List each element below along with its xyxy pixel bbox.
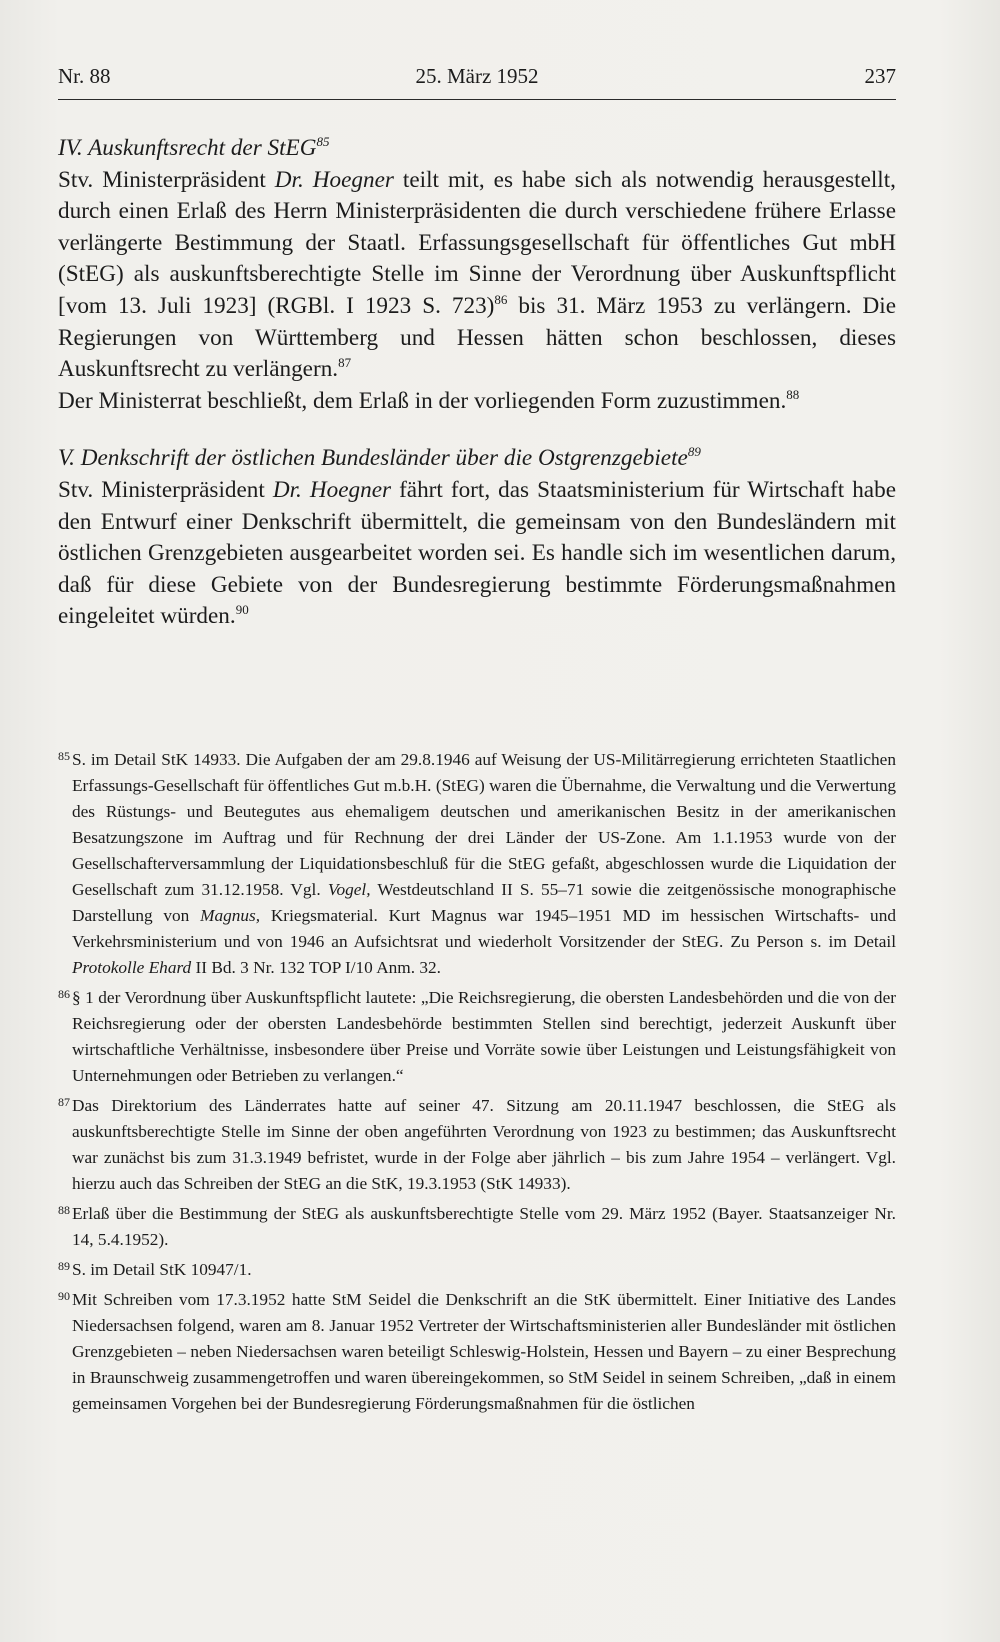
section-heading-v — [58, 443, 896, 475]
text-run: Westdeutschland II S. 55–71 sowie die zeitgenössische monographische Darstellung von — [72, 880, 897, 925]
footnote-text: S. im Detail StK 10947/1. — [72, 1260, 252, 1279]
footnote-ref: 90 — [235, 602, 249, 618]
section-heading-iv — [58, 133, 896, 165]
footnote-87 — [58, 1093, 896, 1197]
person-name: Dr. Hoegner — [272, 476, 392, 503]
footnote-text — [72, 747, 896, 981]
main-text — [58, 133, 896, 633]
text-run: Stv. Ministerpräsident — [58, 166, 275, 193]
person-name: Dr. Hoegner — [274, 166, 394, 193]
footnote-ref: 88 — [786, 386, 800, 402]
footnote-85 — [58, 747, 896, 981]
footnote-ref: 85 — [316, 134, 330, 149]
text-run: S. im Detail StK 14933. Die Aufgaben der am 29.8.1946 auf Weisung der US-Militärregierung errichteten Staatlichen Erfassungs-Gesellschaft für öffentliches Gut m.b.H. (StEG) waren die Übernahme, die Verwaltung und die Verwertung des Rüstungs- und Beutegutes aus ehemaligem deutschen und amerikanischen Besitz in der amerikanischen Besatzungszone im Auftrag und für Rechnung der drei Länder der US-Zone. Am 1.1.1953 wurde von der Gesellschafterversammlung der Liquidationsbeschluß für die StEG gefaßt, abgeschlossen wurde die Liquidation der Gesellschaft zum 31.12.1958. Vgl. — [72, 750, 896, 899]
running-header — [58, 64, 896, 94]
paragraph — [58, 475, 896, 633]
footnote-ref: 86 — [494, 291, 508, 307]
text-run: Kriegsmaterial. Kurt Magnus war 1945–1951 MD im hessischen Wirtschafts- und Verkehrsministerium und von 1946 an Aufsichtsrat und wiederholt Vorsitzender der StEG. Zu Person s. im Detail — [72, 906, 896, 951]
section-title: V. Denkschrift der östlichen Bundesländer über die Ostgrenzgebiete — [58, 445, 688, 472]
footnote-number: 85 — [58, 749, 70, 763]
page-number: 237 — [864, 64, 896, 88]
header-date: 25. März 1952 — [415, 64, 539, 88]
footnote-86 — [58, 985, 896, 1089]
spacer — [58, 417, 896, 443]
footnote-text: Mit Schreiben vom 17.3.1952 hatte StM Seidel die Denkschrift an die StK übermittelt. Einer Initiative des Landes Niedersachsen folgend, waren am 8. Januar 1952 Vertreter der Wirtschaftsministerien aller Bundesländer mit östlichen Grenzgebieten – neben Niedersachsen waren beteiligt Schleswig-Holstein, Hessen und Bayern – zu einer Besprechung in Braunschweig zusammengetroffen und waren übereingekommen, so StM Seidel in seinem Schreiben, „daß in einem gemeinsamen Vorgehen bei der Bundesregierung Förderungsmaßnahmen für die östlichen — [72, 1290, 896, 1413]
footnote-text: § 1 der Verordnung über Auskunftspflicht lautete: „Die Reichsregierung, die obersten Landesbehörden und die von der Reichsregierung oder der obersten Landesbehörde bestimmten Stellen sind berechtigt, jederzeit Auskunft über wirtschaftliche Verhältnisse, insbesondere über Preise und Vorräte sowie über Leistungen und Leistungsfähigkeit von Unternehmungen oder Betrieben zu verlangen.“ — [72, 988, 896, 1085]
footnote-number: 87 — [58, 1095, 70, 1109]
author-name: Vogel, — [327, 880, 371, 899]
text-run: II Bd. 3 Nr. 132 TOP I/10 Anm. 32. — [191, 958, 441, 977]
section-title: IV. Auskunftsrecht der StEG — [58, 135, 317, 161]
footnote-number: 89 — [58, 1259, 70, 1273]
footnotes — [58, 747, 896, 1417]
text-run: Stv. Ministerpräsident — [58, 476, 273, 503]
text-run: fährt fort, das Staatsministerium für Wirtschaft habe den Entwurf einer Denkschrift übermittelt, die gemeinsam von den Bundesländern mit östlichen Grenzgebieten ausgearbeitet worden sei. Es handle sich im wesentlichen darum, daß für diese Gebiete von der Bundesregierung bestimmte Förderungsmaßnahmen eingeleitet würden. — [58, 476, 896, 630]
footnote-88 — [58, 1201, 896, 1253]
text-run: bis 31. März 1953 zu verlängern. Die Regierungen von Württemberg und Hessen hätten schon beschlossen, dieses Auskunftsrecht zu verlängern. — [58, 292, 896, 383]
footnote-number: 88 — [58, 1203, 70, 1217]
document-number: Nr. 88 — [58, 64, 111, 88]
footnote-text: Erlaß über die Bestimmung der StEG als auskunftsberechtigte Stelle vom 29. März 1952 (Bayer. Staatsanzeiger Nr. 14, 5.4.1952). — [72, 1204, 896, 1249]
footnote-number: 90 — [58, 1289, 70, 1303]
source-title: Protokolle Ehard — [72, 958, 192, 977]
text-run: Der Ministerrat beschließt, dem Erlaß in der vorliegenden Form zuzustimmen. — [58, 387, 787, 414]
footnote-ref: 89 — [687, 444, 701, 460]
paragraph — [58, 386, 896, 418]
header-rule — [58, 99, 896, 100]
paragraph — [58, 165, 896, 386]
author-name: Magnus, — [200, 906, 261, 925]
footnote-number: 86 — [58, 987, 70, 1001]
footnote-89 — [58, 1257, 896, 1283]
text-run: teilt mit, es habe sich als notwendig herausgestellt, durch einen Erlaß des Herrn Ministerpräsidenten die durch verschiedene frühere Erlasse verlängerte Bestimmung der Staatl. Erfassungsgesellschaft für öffentliches Gut mbH (StEG) als auskunftsberechtigte Stelle im Sinne der Verordnung über Auskunftspflicht [vom 13. Juli 1923] (RGBl. I 1923 S. 723) — [58, 166, 896, 319]
footnote-90 — [58, 1287, 896, 1417]
footnote-text: Das Direktorium des Länderrates hatte auf seiner 47. Sitzung am 20.11.1947 beschlossen, die StEG als auskunftsberechtigte Stelle im Sinne der oben angeführten Verordnung von 1923 zu bestimmen; das Auskunftsrecht war zunächst bis zum 31.3.1949 befristet, wurde in der Folge aber jährlich – bis zum Jahre 1954 – verlängert. Vgl. hierzu auch das Schreiben der StEG an die StK, 19.3.1953 (StK 14933). — [72, 1096, 896, 1193]
footnote-ref: 87 — [338, 355, 352, 371]
